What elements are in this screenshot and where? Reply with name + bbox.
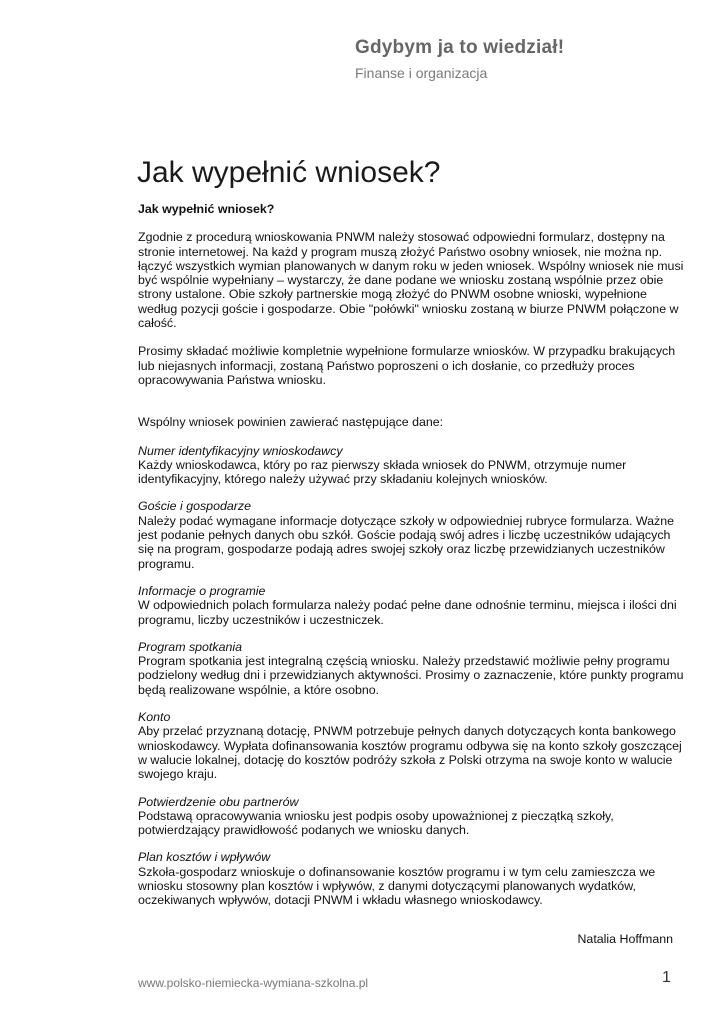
article-body <box>138 202 686 921</box>
section-heading: Goście i gospodarze <box>138 499 251 514</box>
section-body: Program spotkania jest integralną częścią wniosku. Należy przedstawić możliwie pełny programu podzielony według dni i przewidzianych aktywności. Prosimy o zaznaczenie, które punkty programu będą realizowane wspólnie, a które osobno. <box>138 654 684 697</box>
header-title: Gdybym ja to wiedział! <box>355 37 565 58</box>
section-body: Każdy wnioskodawca, który po raz pierwszy składa wniosek do PNWM, otrzymuje numer identyfikacyjny, którego należy używać przy składaniu kolejnych wniosków. <box>138 457 627 487</box>
page-header <box>355 36 564 82</box>
section-program-info <box>138 584 686 627</box>
article-subheading: Jak wypełnić wniosek? <box>138 202 275 216</box>
section-body: Aby przelać przyznaną dotację, PNWM potrzebuje pełnych danych dotyczących konta bankowego wnioskodawcy. Wypłata dofinansowania kosztów programu odbywa się na konto szkoły goszczącej w walucie lokalnej, dotację do kosztów podróży szkoła z Polski otrzyma na swoje konto w walucie swojego kraju. <box>138 724 682 782</box>
section-body: W odpowiednich polach formularza należy podać pełne dane odnośnie terminu, miejsca i ilości dni programu, liczby uczestników i uczestniczek. <box>138 598 677 627</box>
section-heading: Plan kosztów i wpływów <box>138 850 271 865</box>
section-heading: Potwierdzenie obu partnerów <box>138 794 299 809</box>
section-meeting-program <box>138 640 686 697</box>
section-body: Szkoła-gospodarz wnioskuje o dofinansowanie kosztów programu i w tym celu zamieszcza we wniosku stosowny plan kosztów i wpływów, z danymi dotyczącymi planowanych wydatków, oczekiwanych wpływów, dotacji PNWM i wkładu własnego wnioskodawcy. <box>138 864 656 908</box>
section-heading: Numer identyfikacyjny wnioskodawcy <box>138 443 343 458</box>
section-body: Należy podać wymagane informacje dotyczące szkoły w odpowiedniej rubryce formularza. Ważne jest podanie pełnych danych obu szkół. Goście podają swój adres i liczbę uczestników udających się na program, gospodarze podają adres swojej szkoły oraz liczbę przewidzianych uczestników programu. <box>138 513 675 571</box>
footer-url-link[interactable]: www.polsko-niemiecka-wymiana-szkolna.pl <box>138 976 369 990</box>
section-heading: Program spotkania <box>138 639 242 654</box>
list-intro: Wspólny wniosek powinien zawierać następujące dane: <box>138 415 444 430</box>
section-identifier <box>138 444 686 487</box>
header-subtitle: Finanse i organizacja <box>355 65 488 81</box>
section-cost-plan <box>138 850 686 907</box>
page-number: 1 <box>662 969 671 986</box>
intro-paragraph-1: Zgodnie z procedurą wnioskowania PNWM należy stosować odpowiedni formularz, dostępny na stronie internetowej. Na każd y program muszą złożyć Państwo osobny wniosek, nie można np. łączyć wszystkich wymian planowanych w danym roku w jeden wniosek. Wspólny wniosek nie musi być wspólnie wypełniany – wystarczy, że dane podane we wniosku zostaną wspólnie przez obie strony ustalone. Obie szkoły partnerskie mogą złożyć do PNWM osobne wnioski, wypełnione według pozycji goście i gospodarze. Obie "połówki" wniosku zostaną w biurze PNWM połączone w całość. <box>138 230 684 331</box>
section-guests-hosts <box>138 499 686 570</box>
intro-paragraph-2: Prosimy składać możliwie kompletnie wypełnione formularze wniosków. W przypadku brakujących lub niejasnych informacji, zostaną Państwo poproszeni o ich dosłanie, co przedłuży proces opracowywania Państwa wniosku. <box>138 344 676 387</box>
section-body: Podstawą opracowywania wniosku jest podpis osoby upoważnionej z pieczątką szkoły, potwierdzający prawidłowość podanych we wniosku danych. <box>138 808 614 838</box>
section-heading: Informacje o programie <box>138 583 266 598</box>
section-confirmation <box>138 795 686 838</box>
section-heading: Konto <box>138 710 171 725</box>
section-account <box>138 710 686 781</box>
author-name: Natalia Hoffmann <box>577 932 673 946</box>
page-title: Jak wypełnić wniosek? <box>137 156 441 189</box>
